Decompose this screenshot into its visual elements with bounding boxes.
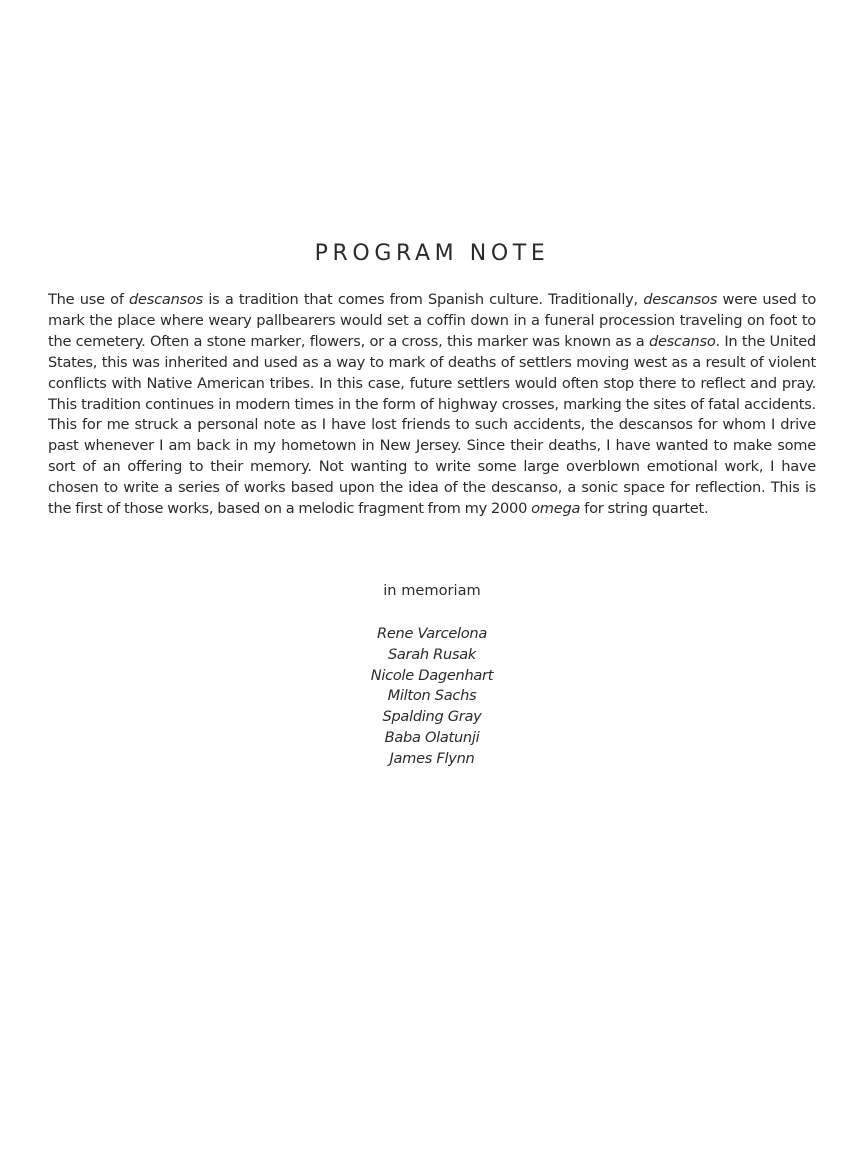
italic-work-title: omega <box>531 500 581 518</box>
text-run: The use of <box>48 291 130 308</box>
memoriam-name: Sarah Rusak <box>387 645 477 663</box>
memoriam-heading: in memoriam <box>383 582 481 599</box>
program-note-paragraph <box>48 290 816 520</box>
italic-term: descansos <box>129 291 203 308</box>
text-run: is a tradition that comes from Spanish culture. Traditionally, <box>203 291 644 308</box>
memoriam-name: Baba Olatunji <box>384 728 480 746</box>
text-run: . In the United States, this was inherited and used as a way to mark of deaths of settlers moving west as a result of violent conflicts with Native American tribes. In this case, future settlers would often stop there to reflect and pray. This tradition continues in modern times in the form of highway crosses, marking the sites of fatal accidents. This for me struck a personal note as I have lost friends to such accidents, the descansos for whom I drive past whenever I am back in my hometown in New Jersey. Since their deaths, I have wanted to make some sort of an offering to their memory. Not wanting to write some large overblown emotional work, I have chosen to write a series of works based upon the idea of the descanso, a sonic space for reflection. This is the first of those works, based on a melodic fragment from my 2000 <box>48 332 816 518</box>
italic-term: descanso <box>648 332 716 350</box>
memoriam-name: Nicole Dagenhart <box>370 666 494 684</box>
text-run: for string quartet. <box>580 500 709 518</box>
memoriam-name: James Flynn <box>389 749 475 767</box>
memoriam-names-list <box>0 624 864 770</box>
memoriam-name: Milton Sachs <box>387 687 477 705</box>
page-title: PROGRAM NOTE <box>314 241 550 266</box>
memoriam-name: Rene Varcelona <box>377 625 487 642</box>
text-run: were used to mark the place where weary pallbearers would set a coffin down in a funeral procession traveling on foot to the cemetery. Often a stone marker, flowers, or a cross, this marker was known as a <box>48 291 816 350</box>
memoriam-name: Spalding Gray <box>382 708 482 726</box>
italic-term: descansos <box>643 291 718 308</box>
